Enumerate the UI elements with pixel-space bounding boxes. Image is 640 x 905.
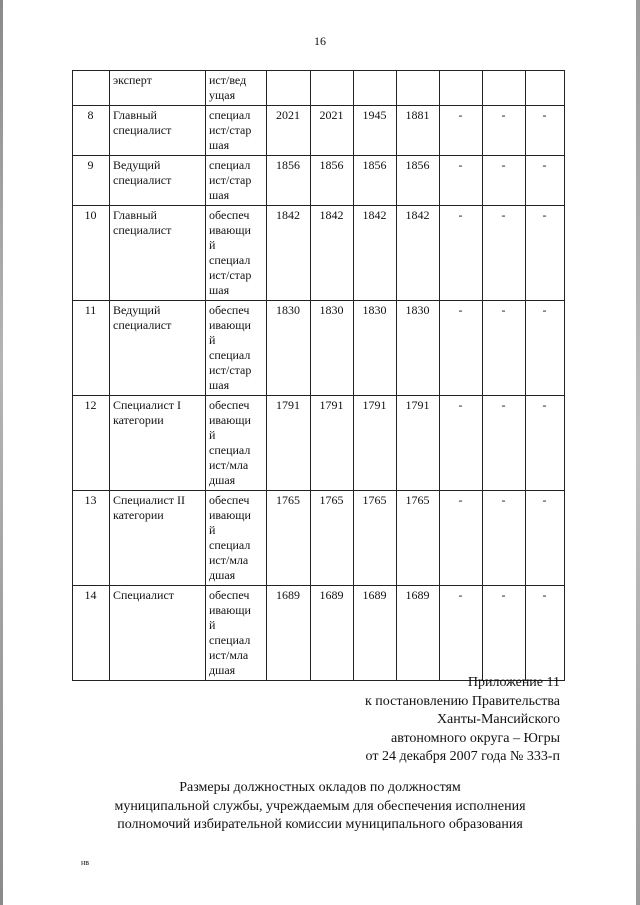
salary-value: 1689 bbox=[311, 586, 354, 681]
position-title: Главный специалист bbox=[110, 206, 206, 301]
salary-value: 1791 bbox=[354, 396, 397, 491]
salary-value bbox=[397, 71, 440, 106]
appendix-line: к постановлению Правительства bbox=[364, 693, 560, 709]
table-row bbox=[73, 156, 565, 206]
salary-value: 1689 bbox=[267, 586, 311, 681]
scan-edge-right bbox=[636, 0, 640, 905]
empty-value: - bbox=[483, 301, 526, 396]
salary-value: 1830 bbox=[397, 301, 440, 396]
salary-value: 1765 bbox=[267, 491, 311, 586]
position-category: специал ист/стар шая bbox=[206, 156, 267, 206]
salary-value bbox=[311, 71, 354, 106]
salary-value: 1856 bbox=[311, 156, 354, 206]
salary-value: 2021 bbox=[311, 106, 354, 156]
row-number: 12 bbox=[73, 396, 110, 491]
salary-value: 1791 bbox=[267, 396, 311, 491]
row-number: 9 bbox=[73, 156, 110, 206]
salary-value bbox=[354, 71, 397, 106]
position-category: специал ист/стар шая bbox=[206, 106, 267, 156]
position-category: обеспеч ивающи й специал ист/мла дшая bbox=[206, 491, 267, 586]
table-row bbox=[73, 586, 565, 681]
table-row bbox=[73, 106, 565, 156]
empty-value: - bbox=[526, 206, 565, 301]
empty-value: - bbox=[483, 396, 526, 491]
empty-value bbox=[483, 71, 526, 106]
salary-value: 1830 bbox=[354, 301, 397, 396]
empty-value: - bbox=[526, 396, 565, 491]
salary-value: 1830 bbox=[267, 301, 311, 396]
row-number bbox=[73, 71, 110, 106]
empty-value: - bbox=[483, 206, 526, 301]
position-category: ист/вед ущая bbox=[206, 71, 267, 106]
empty-value: - bbox=[440, 206, 483, 301]
salary-value: 2021 bbox=[267, 106, 311, 156]
empty-value: - bbox=[440, 301, 483, 396]
position-title: Главный специалист bbox=[110, 106, 206, 156]
position-title: Ведущий специалист bbox=[110, 156, 206, 206]
table-row bbox=[73, 206, 565, 301]
salary-value: 1856 bbox=[397, 156, 440, 206]
title-line: полномочий избирательной комиссии муниципального образования bbox=[117, 817, 523, 832]
table-row bbox=[73, 71, 565, 106]
empty-value: - bbox=[440, 156, 483, 206]
salary-table bbox=[72, 70, 565, 681]
salary-table-body bbox=[73, 71, 565, 681]
salary-value: 1765 bbox=[397, 491, 440, 586]
table-row bbox=[73, 301, 565, 396]
salary-value: 1842 bbox=[354, 206, 397, 301]
row-number: 13 bbox=[73, 491, 110, 586]
position-title: Специалист II категории bbox=[110, 491, 206, 586]
appendix-line: Ханты-Мансийского bbox=[436, 712, 560, 727]
position-category: обеспеч ивающи й специал ист/стар шая bbox=[206, 301, 267, 396]
appendix-header bbox=[365, 674, 560, 767]
salary-value: 1881 bbox=[397, 106, 440, 156]
empty-value: - bbox=[526, 301, 565, 396]
document-title bbox=[0, 779, 640, 835]
salary-value: 1765 bbox=[311, 491, 354, 586]
salary-value: 1842 bbox=[311, 206, 354, 301]
salary-value: 1791 bbox=[311, 396, 354, 491]
position-category: обеспеч ивающи й специал ист/стар шая bbox=[206, 206, 267, 301]
empty-value: - bbox=[483, 491, 526, 586]
appendix-line: автономного округа – Югры bbox=[391, 730, 560, 746]
salary-value: 1689 bbox=[354, 586, 397, 681]
empty-value: - bbox=[526, 491, 565, 586]
empty-value: - bbox=[440, 586, 483, 681]
position-title: эксперт bbox=[110, 71, 206, 106]
table-row bbox=[73, 491, 565, 586]
position-category: обеспеч ивающи й специал ист/мла дшая bbox=[206, 396, 267, 491]
salary-value: 1830 bbox=[311, 301, 354, 396]
position-title: Специалист I категории bbox=[110, 396, 206, 491]
author-initials: нв bbox=[81, 858, 90, 867]
salary-value: 1765 bbox=[354, 491, 397, 586]
empty-value: - bbox=[440, 106, 483, 156]
salary-value: 1945 bbox=[354, 106, 397, 156]
salary-value: 1791 bbox=[397, 396, 440, 491]
row-number: 14 bbox=[73, 586, 110, 681]
salary-value: 1856 bbox=[267, 156, 311, 206]
row-number: 10 bbox=[73, 206, 110, 301]
empty-value: - bbox=[526, 156, 565, 206]
empty-value: - bbox=[483, 586, 526, 681]
row-number: 11 bbox=[73, 301, 110, 396]
empty-value bbox=[526, 71, 565, 106]
empty-value: - bbox=[440, 396, 483, 491]
table-row bbox=[73, 396, 565, 491]
empty-value: - bbox=[483, 156, 526, 206]
title-line: Размеры должностных окладов по должностям bbox=[179, 780, 461, 795]
appendix-line: Приложение 11 bbox=[467, 675, 560, 690]
row-number: 8 bbox=[73, 106, 110, 156]
scan-edge-left bbox=[0, 0, 3, 905]
salary-value bbox=[267, 71, 311, 106]
empty-value: - bbox=[526, 106, 565, 156]
empty-value: - bbox=[440, 491, 483, 586]
position-title: Специалист bbox=[110, 586, 206, 681]
page-number: 16 bbox=[314, 34, 326, 48]
empty-value: - bbox=[526, 586, 565, 681]
empty-value bbox=[440, 71, 483, 106]
position-title: Ведущий специалист bbox=[110, 301, 206, 396]
salary-value: 1842 bbox=[267, 206, 311, 301]
salary-value: 1842 bbox=[397, 206, 440, 301]
position-category: обеспеч ивающи й специал ист/мла дшая bbox=[206, 586, 267, 681]
appendix-line: от 24 декабря 2007 года № 333-п bbox=[365, 749, 560, 764]
title-line: муниципальной службы, учреждаемым для обеспечения исполнения bbox=[114, 798, 526, 814]
empty-value: - bbox=[483, 106, 526, 156]
salary-value: 1689 bbox=[397, 586, 440, 681]
salary-value: 1856 bbox=[354, 156, 397, 206]
